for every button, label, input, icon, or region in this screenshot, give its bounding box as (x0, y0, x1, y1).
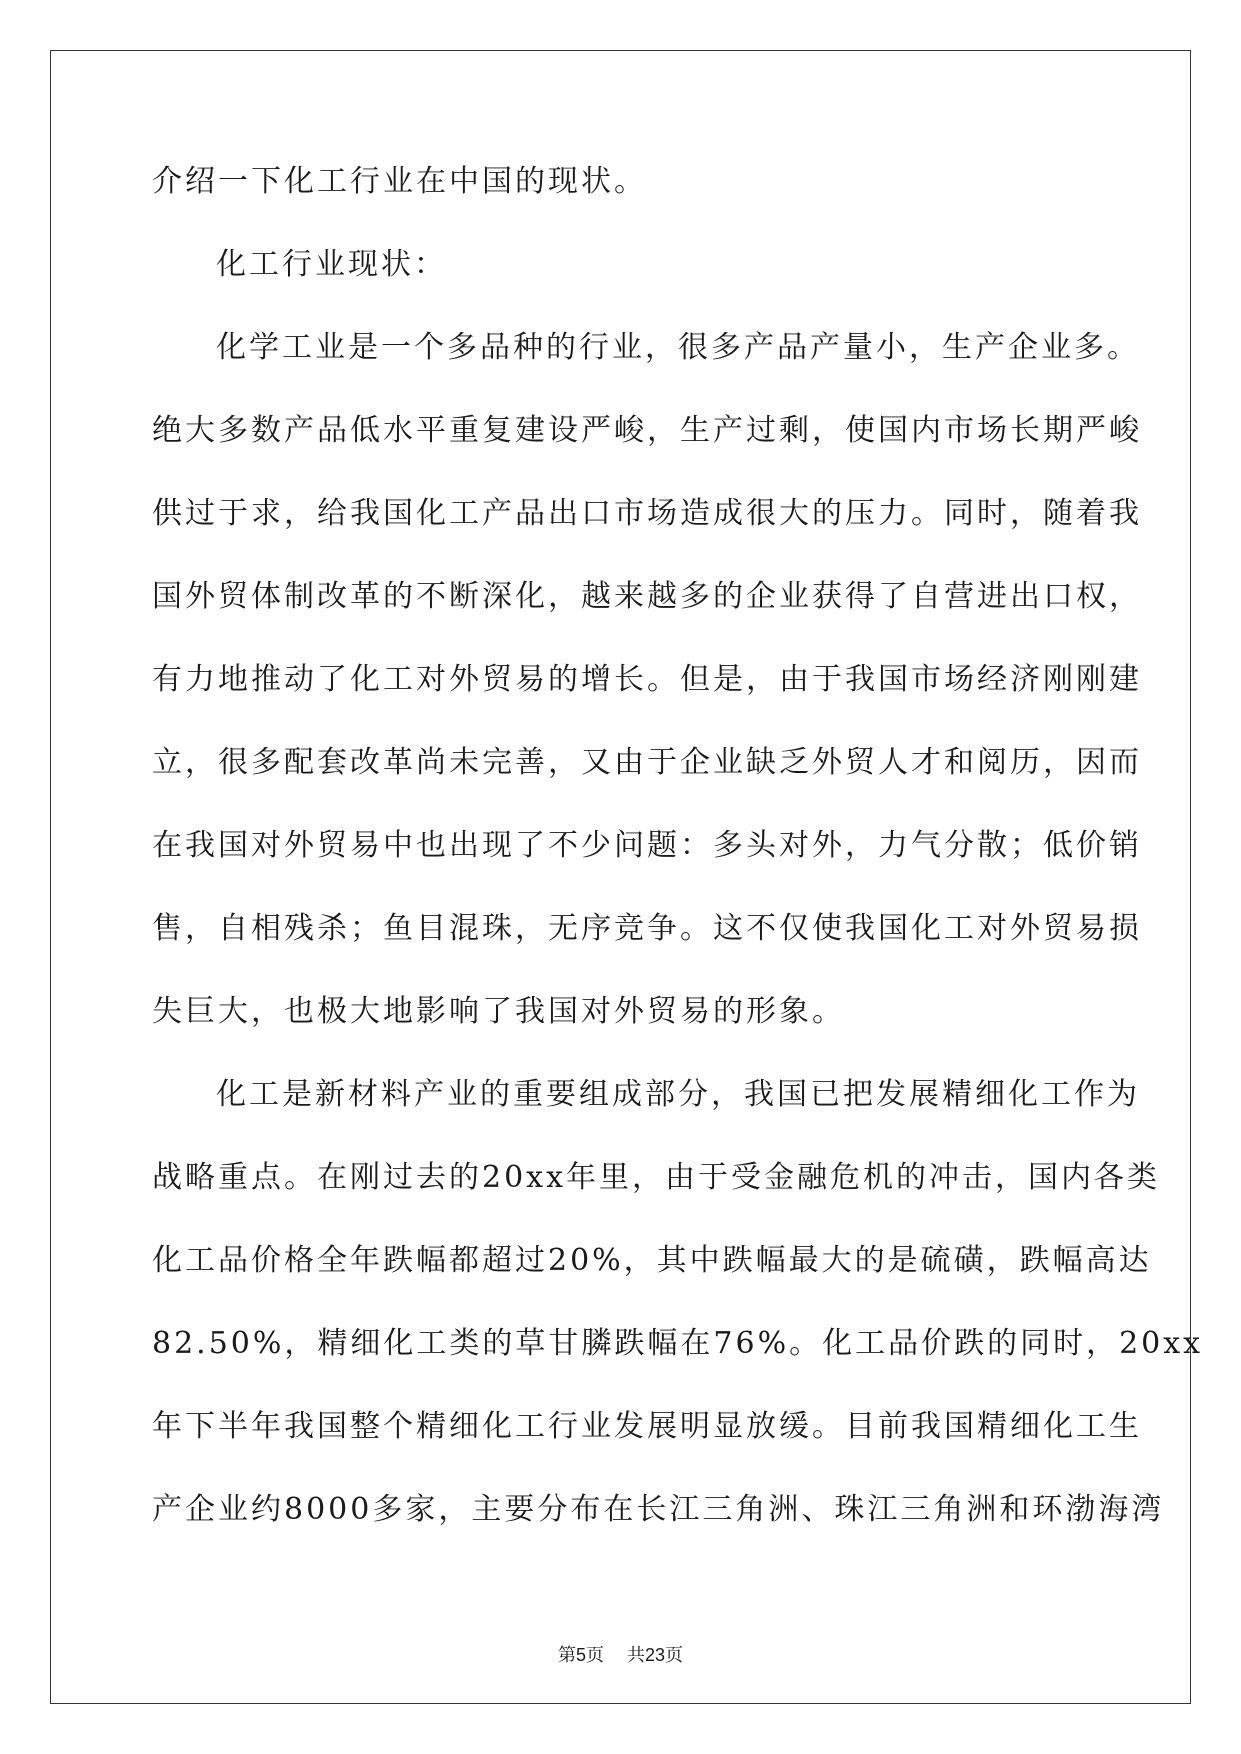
text-line: 化工品价格全年跌幅都超过20%，其中跌幅最大的是硫磺，跌幅高达 (152, 1243, 1152, 1278)
text-line: 国外贸体制改革的不断深化，越来越多的企业获得了自营进出口权， (152, 579, 1142, 614)
total-prefix: 共 (626, 1645, 645, 1665)
page-suffix: 页 (586, 1645, 605, 1665)
text-line: 82.50%，精细化工类的草甘膦跌幅在76%。化工品价跌的同时，20xx (152, 1326, 1204, 1361)
text-line: 在我国对外贸易中也出现了不少问题：多头对外，力气分散；低价销 (152, 828, 1142, 863)
text-line: 产企业约8000多家，主要分布在长江三角洲、珠江三角洲和环渤海湾 (152, 1492, 1165, 1527)
text-line: 化工是新材料产业的重要组成部分，我国已把发展精细化工作为 (216, 1077, 1140, 1112)
text-line: 售，自相残杀；鱼目混珠，无序竞争。这不仅使我国化工对外贸易损 (152, 911, 1142, 946)
page-number: 5 (576, 1645, 587, 1665)
section-heading: 化工行业现状： (216, 247, 447, 282)
page-prefix: 第 (558, 1645, 577, 1665)
text-line: 战略重点。在刚过去的20xx年里，由于受金融危机的冲击，国内各类 (152, 1160, 1161, 1195)
total-suffix: 页 (664, 1645, 683, 1665)
text-line: 化学工业是一个多品种的行业，很多产品产量小，生产企业多。 (216, 330, 1140, 365)
text-line: 年下半年我国整个精细化工行业发展明显放缓。目前我国精细化工生 (152, 1409, 1142, 1444)
text-line: 立，很多配套改革尚未完善，又由于企业缺乏外贸人才和阅历，因而 (152, 745, 1142, 780)
total-pages: 23 (644, 1645, 665, 1665)
text-line: 有力地推动了化工对外贸易的增长。但是，由于我国市场经济刚刚建 (152, 662, 1142, 697)
text-line: 失巨大，也极大地影响了我国对外贸易的形象。 (152, 994, 845, 1029)
text-line: 介绍一下化工行业在中国的现状。 (152, 164, 647, 199)
text-line: 绝大多数产品低水平重复建设严峻，生产过剩，使国内市场长期严峻 (152, 413, 1142, 448)
text-line: 供过于求，给我国化工产品出口市场造成很大的压力。同时，随着我 (152, 496, 1142, 531)
page-frame (50, 50, 1204, 1704)
page-footer (0, 1643, 1241, 1668)
